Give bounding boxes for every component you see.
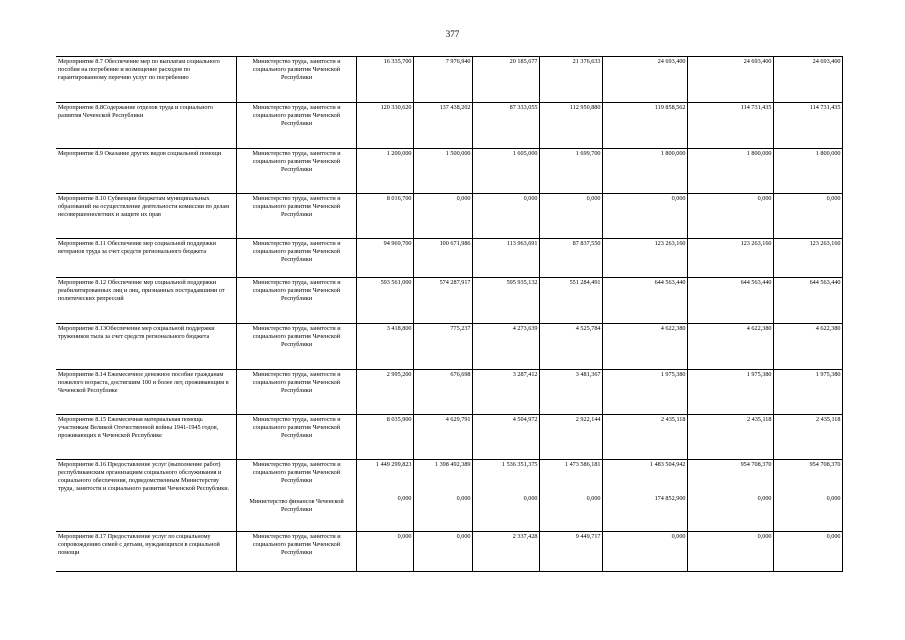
value-cell: 1 605,000 — [472, 149, 539, 194]
value-cell: 0,000 — [773, 194, 842, 239]
value-cell: 1 449 299,823 0,000 — [356, 460, 413, 532]
value-cell: 8 035,900 — [356, 415, 413, 460]
value-cell: 4 622,380 — [602, 324, 687, 370]
value-cell: 123 263,160 — [602, 239, 687, 278]
table-row — [56, 278, 842, 324]
value-cell: 24 693,400 — [773, 57, 842, 103]
value-cell: 16 335,700 — [356, 57, 413, 103]
value-cell: 0,000 — [687, 194, 773, 239]
table-body — [56, 57, 842, 572]
activity-name: Мероприятие 8.10 Субвенции бюджетам муниципальных образований на осуществление деятельности комиссии по делам несовершеннолетних и защите их прав — [56, 194, 236, 239]
value-cell: 1 500,000 — [413, 149, 472, 194]
value-cell: 2 922,144 — [539, 415, 602, 460]
value-cell: 2 435,118 — [602, 415, 687, 460]
activity-name: Мероприятие 8.7 Обеспечение мер по выплатам социального пособия на погребение и возмещение расходов по гарантированному перечню услуг по погребению — [56, 57, 236, 103]
table-row — [56, 532, 842, 572]
value-cell: 3 481,367 — [539, 370, 602, 415]
value-cell: 1 398 492,389 0,000 — [413, 460, 472, 532]
value-cell: 4 622,380 — [687, 324, 773, 370]
value-cell: 2 435,118 — [773, 415, 842, 460]
executor: Министерство финансов Чеченской Республики — [249, 498, 344, 514]
value-cell: 593 561,000 — [356, 278, 413, 324]
value-cell: 7 976,940 — [413, 57, 472, 103]
table-row — [56, 324, 842, 370]
activity-name: Мероприятие 8.11 Обеспечение мер социальной поддержки ветеранов труда за счет средств регионального бюджета — [56, 239, 236, 278]
table-row — [56, 194, 842, 239]
value-cell: 0,000 — [413, 194, 472, 239]
value-cell: 0,000 — [602, 532, 687, 572]
executor: Министерство труда, занятости и социального развития Чеченской Республики — [236, 103, 356, 149]
value-cell: 644 563,440 — [687, 278, 773, 324]
executor: Министерство труда, занятости и социального развития Чеченской Республики — [236, 239, 356, 278]
value-cell: 954 708,370 0,000 — [773, 460, 842, 532]
table-row — [56, 57, 842, 103]
value-cell: 2 435,118 — [687, 415, 773, 460]
value-cell: 20 185,677 — [472, 57, 539, 103]
value-cell: 123 263,160 — [687, 239, 773, 278]
executor: Министерство труда, занятости и социального развития Чеченской Республики — [236, 149, 356, 194]
table-row — [56, 370, 842, 415]
activity-name: Мероприятие 8.13Обеспечение мер социальной поддержки тружеников тыла за счет средств регионального бюджета — [56, 324, 236, 370]
table-row — [56, 415, 842, 460]
value-cell: 1 975,380 — [773, 370, 842, 415]
value-cell: 4 629,791 — [413, 415, 472, 460]
table-row — [56, 460, 842, 532]
value-cell: 0,000 — [773, 532, 842, 572]
value-cell: 644 563,440 — [602, 278, 687, 324]
value-cell: 21 376,633 — [539, 57, 602, 103]
value-cell: 113 963,691 — [472, 239, 539, 278]
value-cell: 676,698 — [413, 370, 472, 415]
value-cell: 3 418,800 — [356, 324, 413, 370]
value-cell: 1 536 351,375 0,000 — [472, 460, 539, 532]
value-cell: 0,000 — [413, 532, 472, 572]
table-row — [56, 103, 842, 149]
value-cell: 114 731,435 — [687, 103, 773, 149]
value-cell: 0,000 — [472, 194, 539, 239]
value-cell: 1 975,380 — [602, 370, 687, 415]
value-cell: 120 330,620 — [356, 103, 413, 149]
value-cell: 1 699,700 — [539, 149, 602, 194]
value-cell: 4 273,639 — [472, 324, 539, 370]
value-cell: 119 858,562 — [602, 103, 687, 149]
activity-name: Мероприятие 8.16 Предоставление услуг (выполнение работ) республиканским организациям социального обслуживания и социального обеспечения, подведомственным Министерству труда, занятости и социального развития Чеченской Республики. — [56, 460, 236, 532]
value-cell: 4 525,784 — [539, 324, 602, 370]
value-cell: 1 800,000 — [602, 149, 687, 194]
executor: Министерство труда, занятости и социального развития Чеченской Республики — [236, 532, 356, 572]
value-cell: 4 504,972 — [472, 415, 539, 460]
value-cell: 123 263,160 — [773, 239, 842, 278]
value-cell: 0,000 — [602, 194, 687, 239]
value-cell: 775,237 — [413, 324, 472, 370]
value-cell: 954 708,370 0,000 — [687, 460, 773, 532]
value-cell: 1 800,000 — [773, 149, 842, 194]
value-cell: 8 016,700 — [356, 194, 413, 239]
value-cell: 0,000 — [356, 532, 413, 572]
value-cell: 87 837,550 — [539, 239, 602, 278]
page-number: 377 — [445, 29, 460, 39]
executor: Министерство труда, занятости и социального развития Чеченской Республики — [252, 461, 341, 485]
executor: Министерство труда, занятости и социального развития Чеченской Республики — [236, 57, 356, 103]
value-cell: 4 622,380 — [773, 324, 842, 370]
value-cell: 24 693,400 — [687, 57, 773, 103]
executor-group — [236, 460, 356, 532]
value-cell: 3 287,412 — [472, 370, 539, 415]
executor: Министерство труда, занятости и социального развития Чеченской Республики — [236, 194, 356, 239]
activity-name: Мероприятие 8.14 Ежемесячное денежное пособие гражданам пожилого возраста, достигшим 100 и более лет, проживающим в Чеченской Республике — [56, 370, 236, 415]
value-cell: 1 200,000 — [356, 149, 413, 194]
activity-name: Мероприятие 8.12 Обеспечение мер социальной поддержки реабилитированных лиц и лиц, признанных пострадавшими от политических репрессий — [56, 278, 236, 324]
value-cell: 0,000 — [539, 194, 602, 239]
value-cell: 595 935,132 — [472, 278, 539, 324]
value-cell: 1 473 586,181 0,000 — [539, 460, 602, 532]
value-cell: 24 693,400 — [602, 57, 687, 103]
value-cell: 112 950,880 — [539, 103, 602, 149]
value-cell: 87 333,055 — [472, 103, 539, 149]
activity-name: Мероприятие 8.17 Предоставление услуг по социальному сопровождению семей с детьми, нуждающихся в социальной помощи — [56, 532, 236, 572]
activity-name: Мероприятие 8.15 Ежемесячная материальная помощь участникам Великой Отечественной войны 1941-1945 годов, проживающих в Чеченской Республике — [56, 415, 236, 460]
value-cell: 551 284,491 — [539, 278, 602, 324]
executor: Министерство труда, занятости и социального развития Чеченской Республики — [236, 415, 356, 460]
value-cell: 644 563,440 — [773, 278, 842, 324]
value-cell: 2 337,428 — [472, 532, 539, 572]
value-cell: 574 287,917 — [413, 278, 472, 324]
value-cell: 1 975,380 — [687, 370, 773, 415]
value-cell: 9 449,717 — [539, 532, 602, 572]
value-cell: 0,000 — [687, 532, 773, 572]
program-activities-table — [56, 56, 843, 572]
value-cell: 1 483 504,942 174 852,900 — [602, 460, 687, 532]
executor: Министерство труда, занятости и социального развития Чеченской Республики — [236, 370, 356, 415]
table-row — [56, 149, 842, 194]
value-cell: 114 731,435 — [773, 103, 842, 149]
activity-name: Мероприятие 8.9 Оказание других видов социальной помощи — [56, 149, 236, 194]
table-row — [56, 239, 842, 278]
value-cell: 1 800,000 — [687, 149, 773, 194]
value-cell: 100 671,986 — [413, 239, 472, 278]
value-cell: 2 995,200 — [356, 370, 413, 415]
value-cell: 137 438,202 — [413, 103, 472, 149]
activity-name: Мероприятие 8.8Содержание отделов труда и социального развития Чеченской Республики — [56, 103, 236, 149]
executor: Министерство труда, занятости и социального развития Чеченской Республики — [236, 278, 356, 324]
value-cell: 94 969,700 — [356, 239, 413, 278]
executor: Министерство труда, занятости и социального развития Чеченской Республики — [236, 324, 356, 370]
